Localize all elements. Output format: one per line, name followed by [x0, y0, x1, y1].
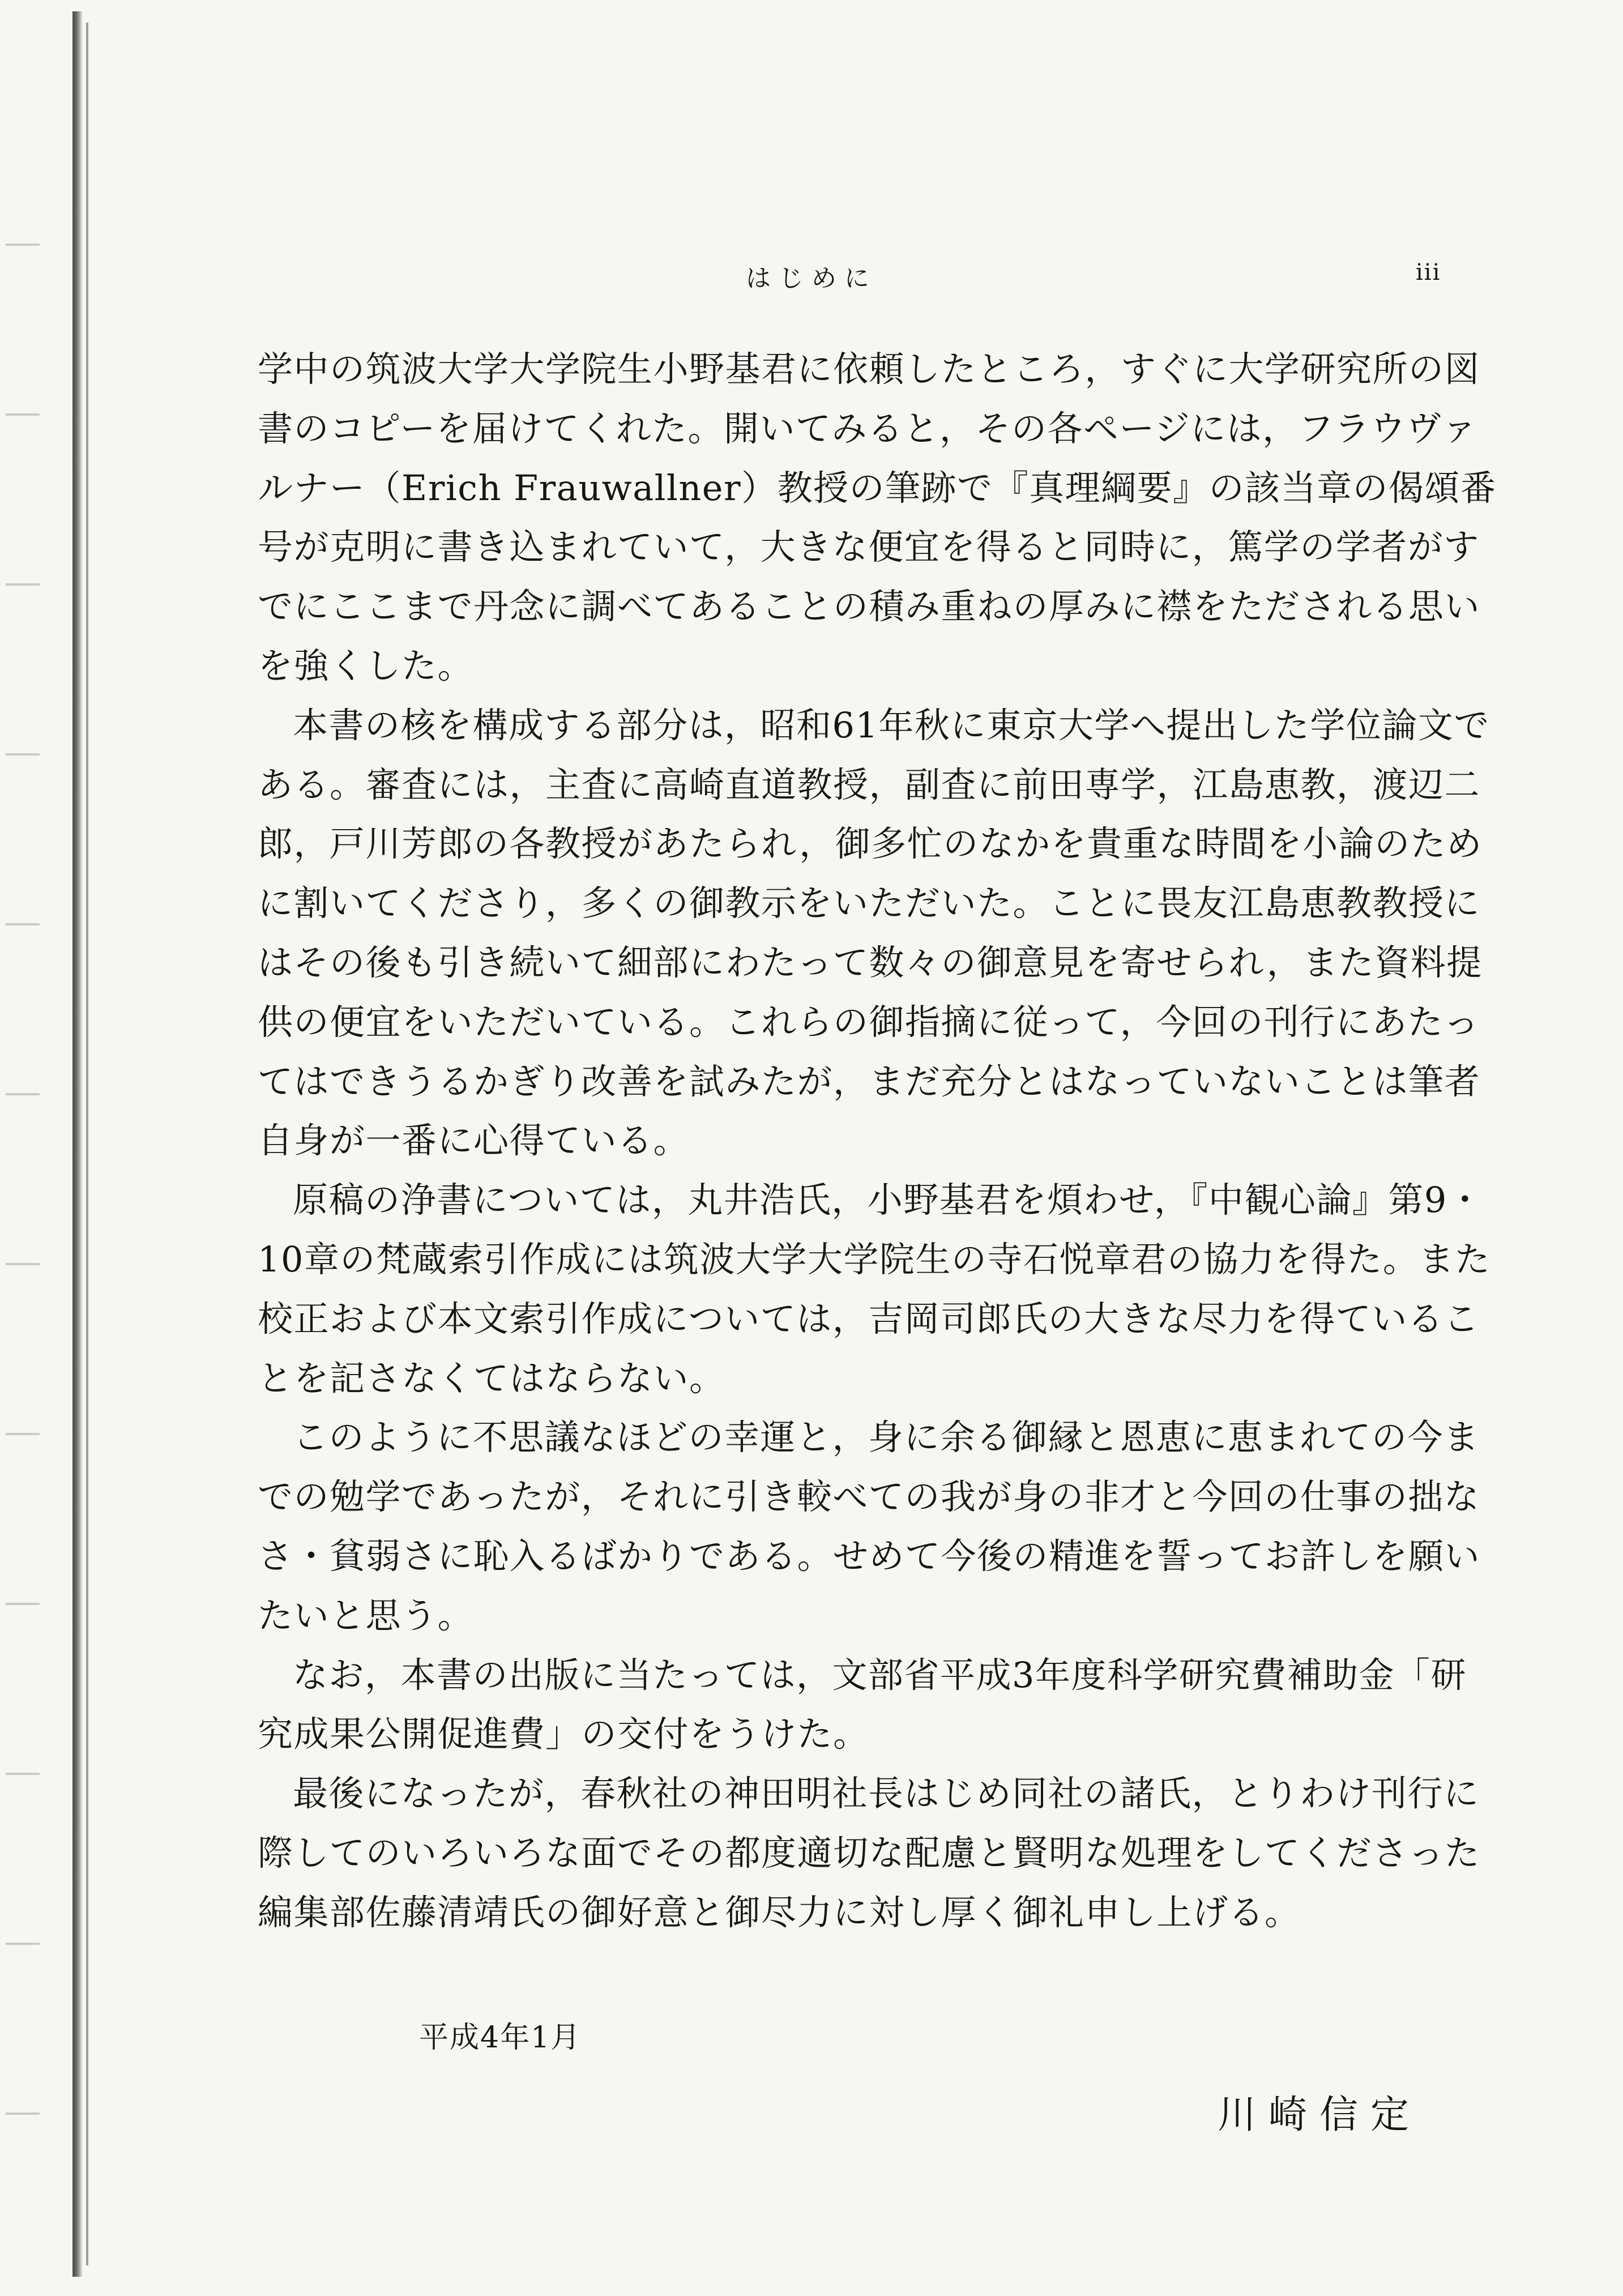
paragraph-4: このように不思議なほどの幸運と，身に余る御縁と恩恵に恵まれての今までの勉学であったが，それに引き較べての我が身の非才と今回の仕事の拙なさ・貧弱さに恥入るばかりである。せめて今後の精進を誓ってお許しを願いたいと思う。	[258, 1416, 1481, 1636]
paragraph-1: 学中の筑波大学大学院生小野基君に依頼したところ，すぐに大学研究所の図書のコピーを届けてくれた。開いてみると，その各ページには，フラウヴァルナー（Erich Frauwallner）教授の筆跡で『真理綱要』の該当章の偈頌番号が克明に書き込まれていて，大きな便宜を得ると同時に，篤学の学者がすでにここまで丹念に調べてあることの積み重ねの厚みに襟をただされる思いを強くした。	[258, 348, 1497, 686]
paragraph-3: 原稿の浄書については，丸井浩氏，小野基君を煩わせ，『中観心論』第9・10章の梵蔵索引作成には筑波大学大学院生の寺石悦章君の協力を得た。また校正および本文索引作成については，吉岡司郎氏の大きな尽力を得ていることを記さなくてはならない。	[258, 1179, 1491, 1399]
book-binding-edge	[72, 11, 83, 2277]
page-number: iii	[1416, 259, 1441, 285]
paragraph-5: なお，本書の出版に当たっては，文部省平成3年度科学研究費補助金「研究成果公開促進費」の交付をうけた。	[258, 1654, 1467, 1755]
running-header-title: はじめに	[746, 264, 877, 293]
paragraph-6: 最後になったが，春秋社の神田明社長はじめ同社の諸氏，とりわけ刊行に際してのいろいろな面でその都度適切な配慮と賢明な処理をしてくださった編集部佐藤清靖氏の御好意と御尽力に対し厚く御礼申し上げる。	[258, 1773, 1481, 1933]
author-signature: 川崎信定	[1218, 2093, 1422, 2137]
book-binding-line	[86, 23, 88, 2265]
body-text	[258, 340, 1498, 1943]
scan-margin-marks	[6, 113, 40, 2209]
closing-date: 平成4年1月	[419, 2021, 582, 2055]
paragraph-2: 本書の核を構成する部分は，昭和61年秋に東京大学へ提出した学位論文である。審査には，主査に高崎直道教授，副査に前田専学，江島恵教，渡辺二郎，戸川芳郎の各教授があたられ，御多忙のなかを貴重な時間を小論のために割いてくださり，多くの御教示をいただいた。ことに畏友江島恵教教授にはその後も引き続いて細部にわたって数々の御意見を寄せられ，また資料提供の便宜をいただいている。これらの御指摘に従って，今回の刊行にあたってはできうるかぎり改善を試みたが，まだ充分とはなっていないことは筆者自身が一番に心得ている。	[258, 704, 1490, 1162]
